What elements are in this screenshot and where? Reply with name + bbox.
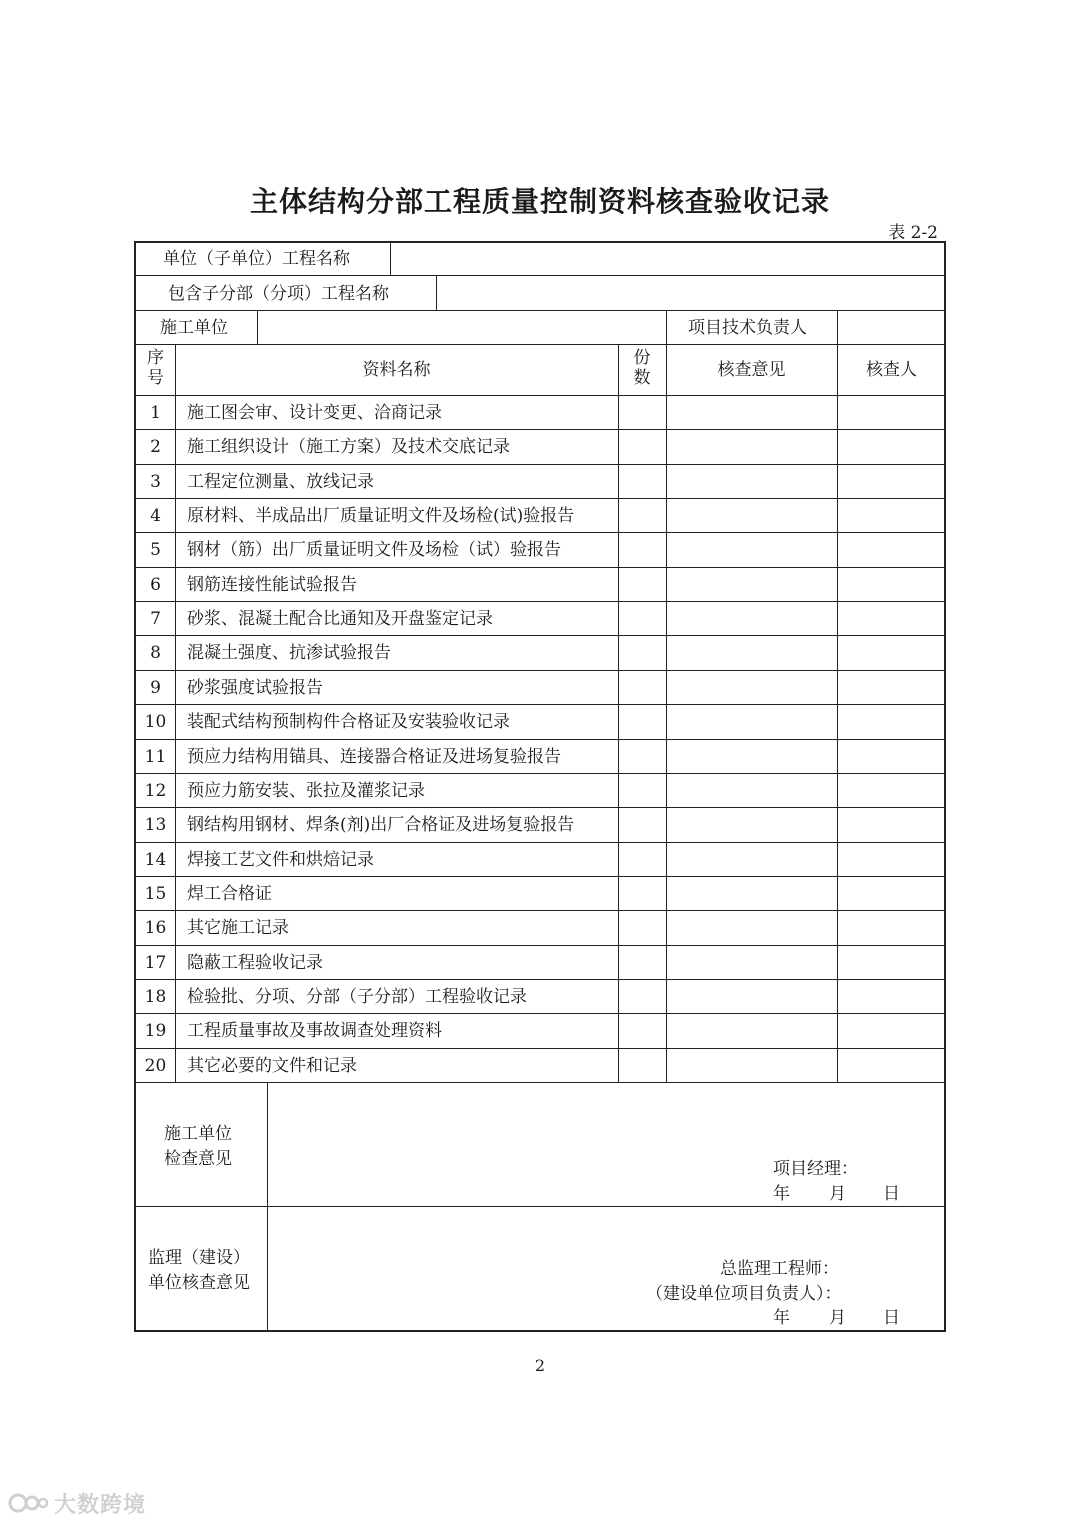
copies-cell[interactable] — [619, 980, 666, 1012]
row-number: 19 — [144, 1021, 167, 1042]
row-divider — [134, 310, 946, 311]
construction-review-label — [164, 1122, 232, 1171]
reviewer-cell[interactable] — [838, 774, 945, 806]
review-opinion-header: 核查意见 — [717, 360, 786, 380]
copies-cell[interactable] — [619, 568, 666, 600]
row-number: 7 — [150, 609, 161, 630]
supervision-review-label-line1: 监理（建设） — [148, 1248, 250, 1268]
copies-cell[interactable] — [619, 1049, 666, 1081]
review-opinion-cell[interactable] — [667, 1049, 837, 1081]
review-opinion-cell[interactable] — [667, 1014, 837, 1046]
review-opinion-cell[interactable] — [667, 465, 837, 497]
tech-lead-label: 项目技术负责人 — [688, 318, 807, 338]
row-number: 13 — [144, 815, 167, 836]
watermark-text: 大数跨境 — [54, 1493, 147, 1518]
construction-review-label-line2: 检查意见 — [164, 1148, 232, 1169]
col-divider — [267, 1082, 268, 1332]
reviewer-cell[interactable] — [838, 740, 945, 772]
row-number: 2 — [150, 437, 161, 458]
reviewer-cell[interactable] — [838, 533, 945, 565]
review-opinion-cell[interactable] — [667, 396, 837, 428]
row-number: 11 — [144, 746, 167, 767]
row-doc-name: 原材料、半成品出厂质量证明文件及场检(试)验报告 — [187, 506, 575, 527]
review-opinion-cell[interactable] — [667, 671, 837, 703]
row-number: 9 — [150, 677, 161, 698]
page-number: 2 — [534, 1356, 546, 1375]
copies-cell[interactable] — [619, 465, 666, 497]
seq-header-line1: 序 — [147, 348, 164, 368]
row-divider — [134, 1206, 946, 1207]
row-doc-name: 隐蔽工程验收记录 — [187, 952, 323, 973]
reviewer-cell[interactable] — [838, 808, 945, 840]
seq-header — [136, 348, 175, 389]
supervision-year: 年 — [773, 1308, 790, 1328]
col-divider — [175, 344, 176, 1082]
row-doc-name: 钢材（筋）出厂质量证明文件及场检（试）验报告 — [187, 540, 561, 561]
supervision-review-label-line2: 单位核查意见 — [148, 1272, 250, 1293]
review-opinion-cell[interactable] — [667, 946, 837, 978]
reviewer-cell[interactable] — [838, 499, 945, 531]
review-opinion-cell[interactable] — [667, 774, 837, 806]
copies-header-line1: 份 — [633, 348, 651, 368]
col-divider — [436, 275, 437, 310]
unit-project-name-label: 单位（子单位）工程名称 — [163, 249, 350, 269]
reviewer-cell[interactable] — [838, 1049, 945, 1081]
reviewer-cell[interactable] — [838, 843, 945, 875]
row-doc-name: 混凝土强度、抗渗试验报告 — [187, 643, 391, 664]
review-opinion-cell[interactable] — [667, 533, 837, 565]
row-number: 10 — [144, 712, 167, 733]
row-number: 3 — [150, 471, 161, 492]
review-opinion-cell[interactable] — [667, 430, 837, 462]
watermark — [8, 1488, 146, 1522]
row-divider — [134, 275, 946, 276]
review-opinion-cell[interactable] — [667, 602, 837, 634]
row-divider — [134, 1082, 946, 1083]
row-doc-name: 钢筋连接性能试验报告 — [187, 574, 357, 595]
copies-cell[interactable] — [619, 843, 666, 875]
reviewer-cell[interactable] — [838, 636, 945, 668]
row-doc-name: 工程质量事故及事故调查处理资料 — [187, 1021, 442, 1042]
copies-cell[interactable] — [619, 636, 666, 668]
copies-cell[interactable] — [619, 671, 666, 703]
chief-engineer-label: 总监理工程师： — [720, 1259, 839, 1279]
copies-cell[interactable] — [619, 1014, 666, 1046]
supervision-day: 日 — [883, 1308, 900, 1328]
col-divider — [837, 310, 838, 344]
construction-unit-label: 施工单位 — [160, 318, 228, 338]
copies-cell[interactable] — [619, 533, 666, 565]
doc-name-header: 资料名称 — [362, 360, 431, 380]
copies-cell[interactable] — [619, 602, 666, 634]
row-doc-name: 装配式结构预制构件合格证及安装验收记录 — [187, 712, 510, 733]
reviewer-cell[interactable] — [838, 602, 945, 634]
row-doc-name: 焊接工艺文件和烘焙记录 — [187, 849, 374, 870]
row-doc-name: 焊工合格证 — [187, 883, 272, 904]
review-opinion-cell[interactable] — [667, 911, 837, 943]
row-doc-name: 预应力结构用锚具、连接器合格证及进场复验报告 — [187, 746, 561, 767]
owner-lead-label: （建设单位项目负责人）： — [646, 1284, 842, 1304]
table-number: 表 2-2 — [888, 223, 938, 243]
review-opinion-cell[interactable] — [667, 980, 837, 1012]
copies-cell[interactable] — [619, 740, 666, 772]
review-opinion-cell[interactable] — [667, 740, 837, 772]
row-doc-name: 预应力筋安装、张拉及灌浆记录 — [187, 780, 425, 801]
row-number: 18 — [144, 986, 167, 1007]
copies-cell[interactable] — [619, 430, 666, 462]
reviewer-cell[interactable] — [838, 1014, 945, 1046]
supervision-review-label — [148, 1246, 250, 1295]
copies-cell[interactable] — [619, 499, 666, 531]
row-doc-name: 其它施工记录 — [187, 918, 289, 939]
review-opinion-cell[interactable] — [667, 568, 837, 600]
reviewer-cell[interactable] — [838, 911, 945, 943]
row-number: 8 — [150, 643, 161, 664]
copies-header — [618, 348, 666, 389]
reviewer-cell[interactable] — [838, 877, 945, 909]
row-doc-name: 施工图会审、设计变更、洽商记录 — [187, 403, 442, 423]
col-divider — [390, 241, 391, 275]
reviewer-cell[interactable] — [838, 671, 945, 703]
watermark-logo-icon — [8, 1490, 50, 1522]
project-manager-label: 项目经理： — [773, 1159, 858, 1179]
row-number: 5 — [150, 540, 161, 561]
review-opinion-cell[interactable] — [667, 705, 837, 737]
reviewer-header: 核查人 — [866, 360, 917, 380]
row-doc-name: 钢结构用钢材、焊条(剂)出厂合格证及进场复验报告 — [187, 815, 575, 836]
review-opinion-cell[interactable] — [667, 877, 837, 909]
copies-cell[interactable] — [619, 808, 666, 840]
copies-cell[interactable] — [619, 946, 666, 978]
copies-cell[interactable] — [619, 911, 666, 943]
reviewer-cell[interactable] — [838, 430, 945, 462]
reviewer-cell[interactable] — [838, 465, 945, 497]
seq-header-line2: 号 — [147, 368, 164, 389]
row-doc-name: 其它必要的文件和记录 — [187, 1055, 357, 1076]
construction-day: 日 — [883, 1184, 900, 1204]
review-opinion-cell[interactable] — [667, 808, 837, 840]
row-doc-name: 检验批、分项、分部（子分部）工程验收记录 — [187, 986, 527, 1007]
row-number: 17 — [144, 952, 167, 973]
supervision-month: 月 — [829, 1308, 846, 1328]
row-number: 20 — [144, 1055, 167, 1076]
row-number: 14 — [144, 849, 167, 870]
row-number: 12 — [144, 780, 167, 801]
row-number: 16 — [144, 918, 167, 939]
row-number: 1 — [150, 403, 161, 423]
copies-cell[interactable] — [619, 877, 666, 909]
copies-cell[interactable] — [619, 396, 666, 428]
copies-header-line2: 数 — [633, 368, 651, 389]
reviewer-cell[interactable] — [838, 705, 945, 737]
row-doc-name: 工程定位测量、放线记录 — [187, 471, 374, 492]
reviewer-cell[interactable] — [838, 946, 945, 978]
construction-review-label-line1: 施工单位 — [164, 1124, 232, 1144]
copies-cell[interactable] — [619, 705, 666, 737]
row-doc-name: 砂浆、混凝土配合比通知及开盘鉴定记录 — [187, 609, 493, 630]
review-opinion-cell[interactable] — [667, 636, 837, 668]
col-divider — [257, 310, 258, 344]
row-doc-name: 砂浆强度试验报告 — [187, 677, 323, 698]
row-number: 4 — [150, 506, 161, 527]
reviewer-cell[interactable] — [838, 980, 945, 1012]
copies-cell[interactable] — [619, 774, 666, 806]
col-divider — [666, 310, 667, 344]
document-title: 主体结构分部工程质量控制资料核查验收记录 — [249, 185, 830, 218]
reviewer-cell[interactable] — [838, 568, 945, 600]
construction-year: 年 — [773, 1184, 790, 1204]
review-opinion-cell[interactable] — [667, 499, 837, 531]
reviewer-cell[interactable] — [838, 396, 945, 428]
row-number: 15 — [144, 883, 167, 904]
review-opinion-cell[interactable] — [667, 843, 837, 875]
row-number: 6 — [150, 574, 161, 595]
row-divider — [134, 344, 946, 345]
construction-month: 月 — [829, 1184, 846, 1204]
row-doc-name: 施工组织设计（施工方案）及技术交底记录 — [187, 437, 510, 458]
sub-division-name-label: 包含子分部（分项）工程名称 — [168, 284, 389, 304]
